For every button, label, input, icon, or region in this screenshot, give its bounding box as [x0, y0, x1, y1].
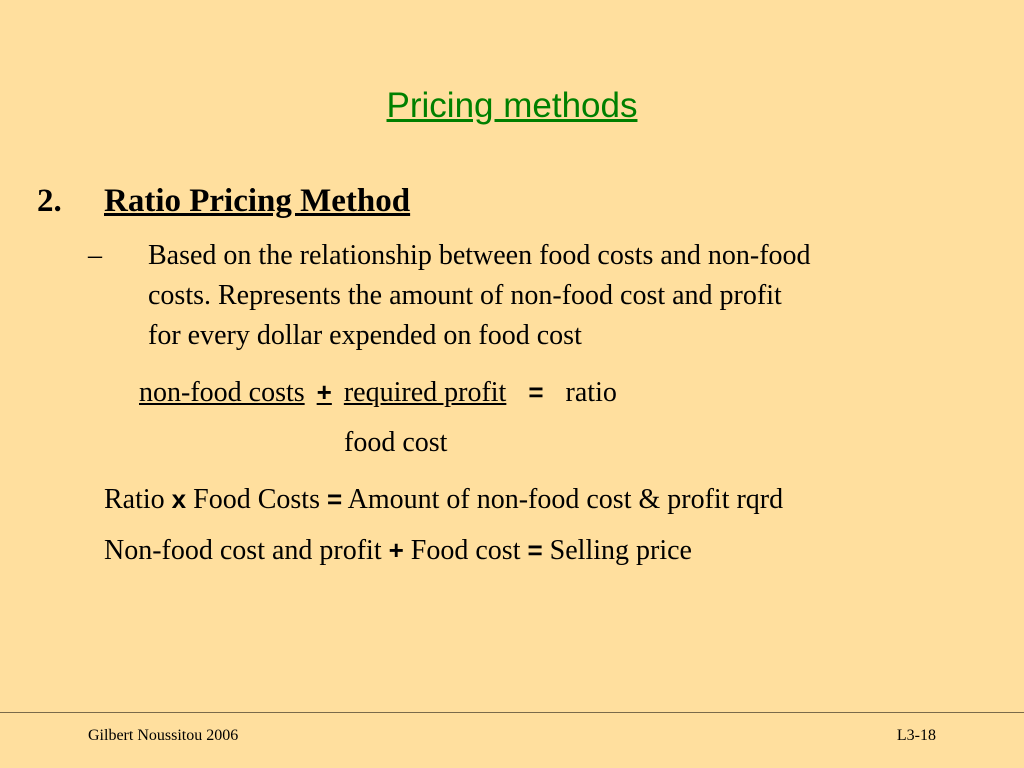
- eq2-nonfood-profit: Non-food cost and profit: [104, 535, 382, 566]
- footer-slide-number: L3-18: [896, 727, 936, 744]
- footer-divider: [0, 712, 1024, 713]
- formula-nonfood-costs: non-food costs: [139, 377, 305, 408]
- formula-numerator: [139, 377, 506, 408]
- description-line-2: costs. Represents the amount of non-food cost and profit: [148, 280, 782, 311]
- eq1-result: Amount of non-food cost & profit rqrd: [347, 484, 784, 515]
- equation-selling-price: [104, 530, 692, 571]
- equation-ratio-times-food-costs: [104, 479, 783, 520]
- eq2-plus-operator: +: [388, 535, 404, 565]
- description-line-1: Based on the relationship between food costs and non-food: [148, 240, 811, 271]
- eq2-equals-operator: =: [527, 535, 543, 565]
- formula-plus-operator: +: [316, 377, 332, 407]
- heading-text: Ratio Pricing Method: [104, 183, 411, 219]
- eq1-times-operator: x: [171, 484, 187, 514]
- footer-author: Gilbert Noussitou 2006: [88, 727, 239, 744]
- bullet-description: [148, 236, 988, 356]
- formula-numerator-row: [139, 372, 617, 413]
- slide-title: Pricing methods: [386, 86, 638, 125]
- bullet-marker: –: [88, 240, 102, 271]
- heading-number: 2.: [37, 183, 62, 219]
- eq1-equals-operator: =: [326, 484, 343, 514]
- eq2-selling-price: Selling price: [549, 535, 692, 566]
- eq2-food-cost: Food cost: [410, 535, 521, 566]
- formula-equals-operator: =: [528, 377, 544, 407]
- description-line-3: for every dollar expended on food cost: [148, 320, 582, 351]
- formula-result: ratio: [565, 377, 617, 408]
- eq1-food-costs: Food Costs: [193, 484, 320, 515]
- formula-denominator: food cost: [344, 427, 448, 458]
- formula-required-profit: required profit: [343, 377, 507, 408]
- eq1-ratio: Ratio: [104, 484, 165, 515]
